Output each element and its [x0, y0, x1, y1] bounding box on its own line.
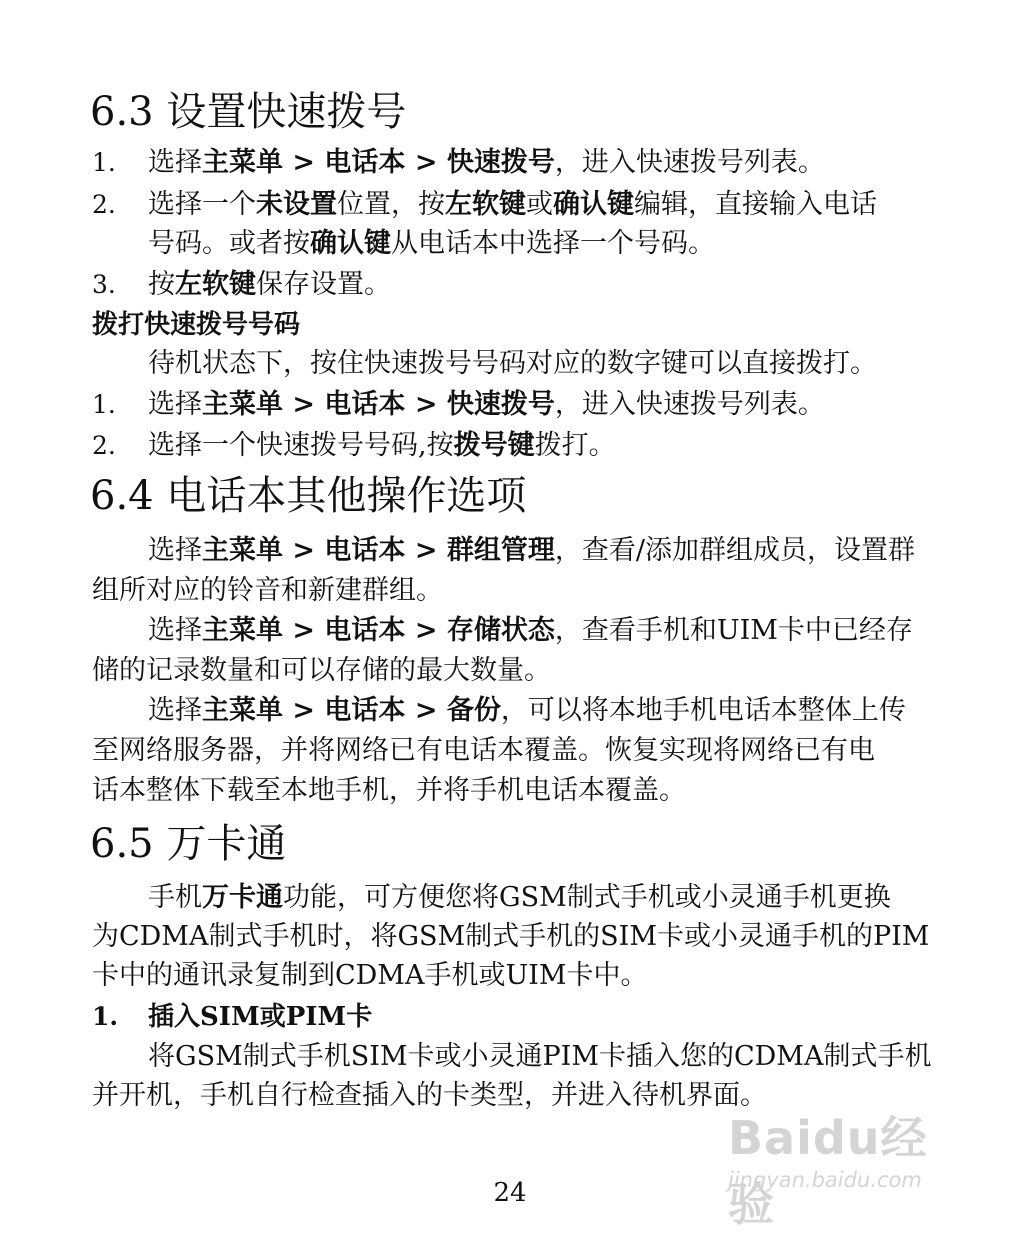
- paragraph: 选择主菜单 > 电话本 > 存储状态，查看手机和UIM卡中已经存: [148, 615, 913, 646]
- list-number: 1.: [92, 390, 116, 419]
- list-number: 1.: [92, 1002, 119, 1031]
- list-item: 选择一个快速拨号号码,按拨号键拨打。: [148, 430, 616, 461]
- paragraph: 选择主菜单 > 电话本 > 备份，可以将本地手机电话本整体上传: [148, 695, 906, 726]
- paragraph: 待机状态下，按住快速拨号号码对应的数字键可以直接拨打。: [148, 348, 877, 379]
- paragraph-line: 组所对应的铃音和新建群组。: [92, 575, 443, 606]
- list-item: 按左软键保存设置。: [148, 269, 391, 300]
- paragraph-line: 卡中的通讯录复制到CDMA手机或UIM卡中。: [92, 960, 648, 991]
- section-6-4-title: 6.4 电话本其他操作选项: [90, 473, 527, 519]
- paragraph-line: 至网络服务器，并将网络已有电话本覆盖。恢复实现将网络已有电: [92, 735, 875, 766]
- paragraph-line: 储的记录数量和可以存储的最大数量。: [92, 655, 551, 686]
- watermark-url: jingyan.baidu.com: [728, 1168, 922, 1192]
- paragraph-line: 并开机，手机自行检查插入的卡类型，并进入待机界面。: [92, 1080, 767, 1111]
- subsection-heading: 拨打快速拨号号码: [92, 310, 301, 340]
- section-6-3-title: 6.3 设置快速拨号: [90, 89, 407, 135]
- list-item: 选择主菜单 > 电话本 > 快速拨号，进入快速拨号列表。: [148, 147, 825, 178]
- list-number: 1.: [92, 148, 116, 177]
- paragraph: 选择主菜单 > 电话本 > 群组管理，查看/添加群组成员，设置群: [148, 535, 915, 566]
- paragraph-line: 将GSM制式手机SIM卡或小灵通PIM卡插入您的CDMA制式手机: [148, 1041, 932, 1072]
- list-item-continuation: 号码。或者按确认键从电话本中选择一个号码。: [148, 228, 715, 259]
- paragraph: 手机万卡通功能，可方便您将GSM制式手机或小灵通手机更换: [148, 882, 891, 913]
- paragraph-line: 为CDMA制式手机时，将GSM制式手机的SIM卡或小灵通手机的PIM: [92, 921, 930, 952]
- list-item: 选择主菜单 > 电话本 > 快速拨号，进入快速拨号列表。: [148, 389, 825, 420]
- page-number: 24: [493, 1178, 527, 1208]
- list-item: 选择一个未设置位置，按左软键或确认键编辑，直接输入电话: [148, 189, 877, 220]
- list-number: 3.: [92, 270, 116, 299]
- list-number: 2.: [92, 190, 116, 219]
- section-6-5-title: 6.5 万卡通: [90, 821, 287, 867]
- list-number: 2.: [92, 431, 116, 460]
- watermark-logo: Baidu经验: [728, 1111, 928, 1231]
- subsection-heading: 插入SIM或PIM卡: [148, 1002, 373, 1032]
- paragraph-line: 话本整体下载至本地手机，并将手机电话本覆盖。: [92, 775, 686, 806]
- baidu-watermark: [728, 1088, 968, 1231]
